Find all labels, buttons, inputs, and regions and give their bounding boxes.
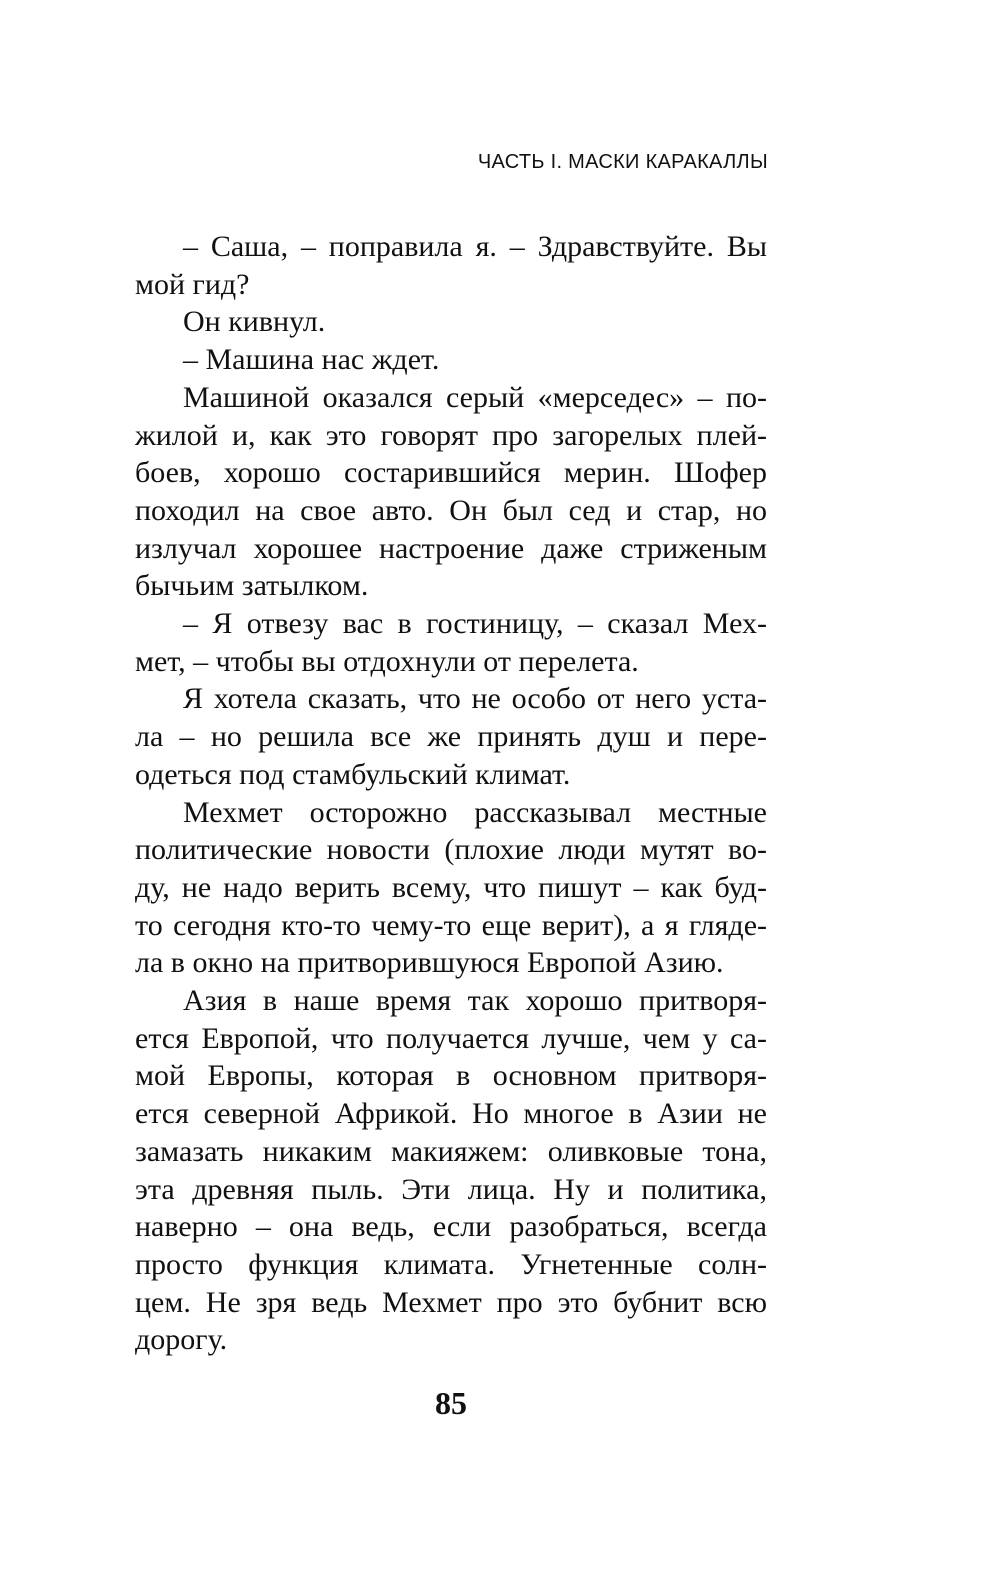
page-number: 85: [435, 1385, 467, 1421]
text-line: боев, хорошо состарившийся мерин. Шофер: [135, 456, 767, 490]
text-line: ду, не надо верить всему, что пишут – как буд-: [135, 870, 767, 904]
text-line: то сегодня кто-то чему-то еще верит), а я гляде-: [135, 908, 767, 942]
text-line: Машиной оказался серый «мерседес» – по-: [183, 380, 767, 414]
text-line: ется Европой, что получается лучше, чем у са-: [135, 1021, 767, 1055]
paragraph: [135, 341, 767, 379]
text-line: Он кивнул.: [183, 305, 326, 339]
body-text: [135, 228, 767, 1359]
text-line: ла – но решила все же принять душ и пере-: [135, 720, 767, 754]
text-line: Азия в наше время так хорошо притворя-: [183, 984, 767, 1018]
paragraph: [135, 379, 767, 605]
paragraph: [135, 794, 767, 983]
paragraph: [135, 605, 767, 680]
text-line: цем. Не зря ведь Мехмет про это бубнит всю: [135, 1285, 767, 1319]
text-line: ла в окно на притворившуюся Европой Азию.: [135, 946, 724, 980]
text-line: ется северной Африкой. Но многое в Азии не: [135, 1097, 767, 1131]
paragraph: [135, 228, 767, 303]
text-line: – Машина нас ждет.: [183, 343, 440, 377]
text-line: Я хотела сказать, что не особо от него уста-: [183, 682, 767, 716]
text-line: – Саша, – поправила я. – Здравствуйте. Вы: [183, 230, 767, 263]
text-line: замазать никаким макияжем: оливковые тона,: [135, 1134, 767, 1168]
text-line: одеться под стамбульский климат.: [135, 757, 571, 791]
text-line: мет, – чтобы вы отдохнули от перелета.: [135, 644, 639, 678]
text-line: походил на свое авто. Он был сед и стар, но: [135, 493, 767, 527]
text-line: дорогу.: [135, 1323, 228, 1357]
text-line: политические новости (плохие люди мутят во-: [135, 833, 767, 867]
paragraph: [135, 982, 767, 1359]
text-line: бычьим затылком.: [135, 569, 369, 603]
text-line: эта древняя пыль. Эти лица. Ну и политика,: [135, 1172, 767, 1206]
paragraph: [135, 303, 767, 341]
text-line: жилой и, как это говорят про загорелых плей-: [135, 418, 767, 452]
running-head: ЧАСТЬ I. МАСКИ КАРАКАЛЛЫ: [477, 151, 768, 173]
text-line: Мехмет осторожно рассказывал местные: [183, 795, 767, 829]
text-line: излучал хорошее настроение даже стриженым: [135, 531, 767, 565]
text-line: мой Европы, которая в основном притворя-: [135, 1059, 767, 1093]
text-line: просто функция климата. Угнетенные солн-: [135, 1247, 767, 1281]
text-line: – Я отвезу вас в гостиницу, – сказал Мех-: [183, 607, 767, 641]
paragraph: [135, 680, 767, 793]
text-line: наверно – она ведь, если разобраться, всегда: [135, 1210, 767, 1244]
text-line: мой гид?: [135, 267, 250, 301]
